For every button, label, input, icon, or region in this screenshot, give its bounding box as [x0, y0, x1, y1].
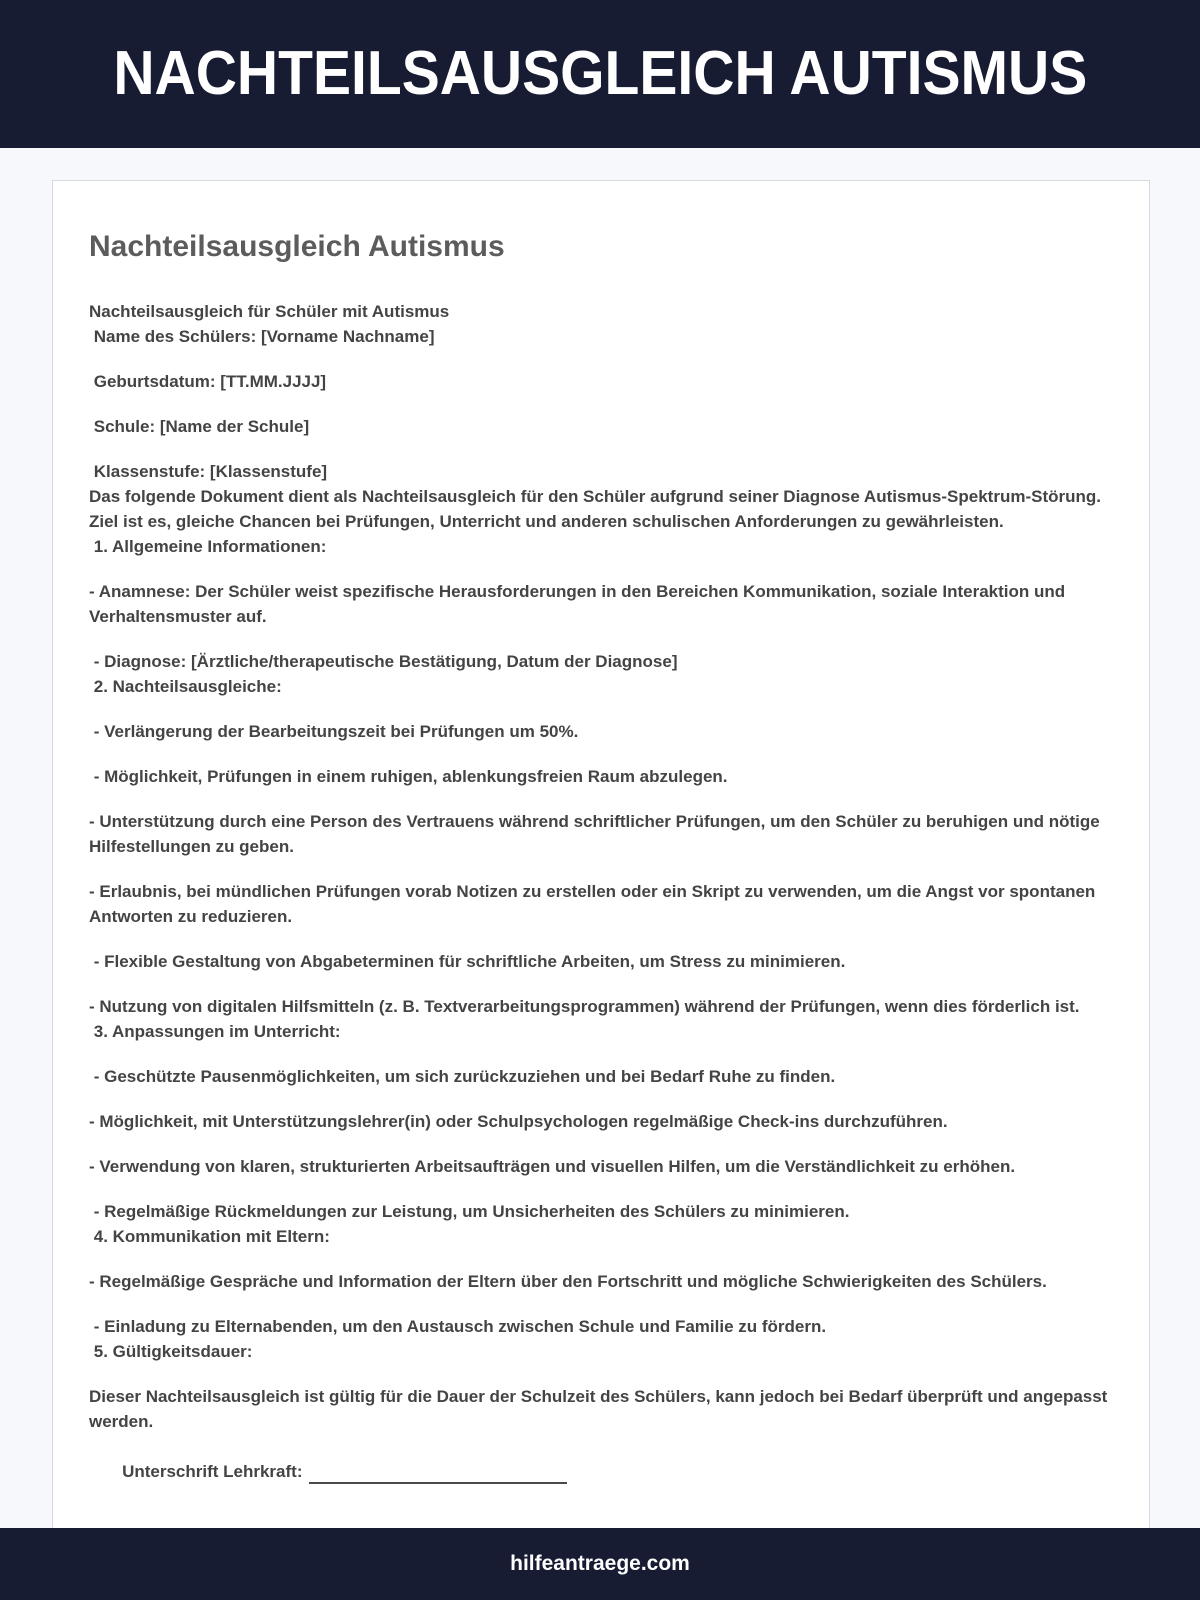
- document-paragraph: Schule: [Name der Schule]: [89, 417, 310, 436]
- document-title: Nachteilsausgleich Autismus: [89, 230, 505, 263]
- document-paragraph: 1. Allgemeine Informationen:: [89, 537, 327, 556]
- document-paragraph: - Flexible Gestaltung von Abgabeterminen für schriftliche Arbeiten, um Stress zu minimieren.: [89, 952, 846, 971]
- banner-title: NACHTEILSAUSGLEICH AUTISMUS: [113, 39, 1087, 108]
- document-paragraph: - Anamnese: Der Schüler weist spezifische Herausforderungen in den Bereichen Kommunikation, soziale Interaktion und Verhaltensmuster auf.: [89, 582, 1070, 626]
- document-body: [89, 299, 1113, 1434]
- document-paragraph: Dieser Nachteilsausgleich ist gültig für die Dauer der Schulzeit des Schülers, kann jedoch bei Bedarf überprüft und angepasst werden.: [89, 1387, 1113, 1431]
- document-paragraph: - Unterstützung durch eine Person des Vertrauens während schriftlicher Prüfungen, um den Schüler zu beruhigen und nötige Hilfestellungen zu geben.: [89, 812, 1105, 856]
- page-footer: [0, 1528, 1200, 1600]
- document-paragraph: - Einladung zu Elternabenden, um den Austausch zwischen Schule und Familie zu fördern.: [89, 1317, 827, 1336]
- page-banner: [0, 0, 1200, 148]
- document-paragraph: - Diagnose: [Ärztliche/therapeutische Bestätigung, Datum der Diagnose]: [89, 652, 678, 671]
- document-paragraph: 2. Nachteilsausgleiche:: [89, 677, 282, 696]
- document-paragraph: - Erlaubnis, bei mündlichen Prüfungen vorab Notizen zu erstellen oder ein Skript zu verwenden, um die Angst vor spontanen Antworten zu reduzieren.: [89, 882, 1100, 926]
- signature-line[interactable]: [309, 1467, 567, 1484]
- document-paragraph: Name des Schülers: [Vorname Nachname]: [89, 327, 435, 346]
- document-paragraph: - Regelmäßige Gespräche und Information der Eltern über den Fortschritt und mögliche Schwierigkeiten des Schülers.: [89, 1272, 1047, 1291]
- document-paragraph: - Verlängerung der Bearbeitungszeit bei Prüfungen um 50%.: [89, 722, 579, 741]
- document-paragraph: Nachteilsausgleich für Schüler mit Autismus: [89, 302, 450, 321]
- document-paragraph: - Möglichkeit, mit Unterstützungslehrer(in) oder Schulpsychologen regelmäßige Check-ins durchzuführen.: [89, 1112, 948, 1131]
- document-paragraph: - Nutzung von digitalen Hilfsmitteln (z. B. Textverarbeitungsprogrammen) während der Prüfungen, wenn dies förderlich ist.: [89, 997, 1080, 1016]
- document-paragraph: Geburtsdatum: [TT.MM.JJJJ]: [89, 372, 327, 391]
- document-paragraph: Klassenstufe: [Klassenstufe]: [89, 462, 328, 481]
- document-card: [52, 180, 1150, 1570]
- document-paragraph: 4. Kommunikation mit Eltern:: [89, 1227, 330, 1246]
- document-paragraph: 3. Anpassungen im Unterricht:: [89, 1022, 341, 1041]
- page-body: [0, 148, 1200, 1570]
- document-paragraph: 5. Gültigkeitsdauer:: [89, 1342, 253, 1361]
- document-paragraph: - Möglichkeit, Prüfungen in einem ruhigen, ablenkungsfreien Raum abzulegen.: [89, 767, 728, 786]
- document-paragraph: - Regelmäßige Rückmeldungen zur Leistung, um Unsicherheiten des Schülers zu minimieren.: [89, 1202, 850, 1221]
- document-paragraph: - Verwendung von klaren, strukturierten Arbeitsaufträgen und visuellen Hilfen, um die Verständlichkeit zu erhöhen.: [89, 1157, 1016, 1176]
- signature-paragraph: [89, 1434, 1113, 1509]
- document-paragraph: - Geschützte Pausenmöglichkeiten, um sich zurückzuziehen und bei Bedarf Ruhe zu finden.: [89, 1067, 836, 1086]
- document-paragraph: Das folgende Dokument dient als Nachteilsausgleich für den Schüler aufgrund seiner Diagnose Autismus-Spektrum-Störung. Ziel ist es, gleiche Chancen bei Prüfungen, Unterricht und anderen schulischen Anforderungen zu gewährleisten.: [89, 487, 1106, 531]
- footer-site-name: hilfeantraege.com: [510, 1552, 690, 1575]
- signature-label: Unterschrift Lehrkraft:: [117, 1462, 308, 1481]
